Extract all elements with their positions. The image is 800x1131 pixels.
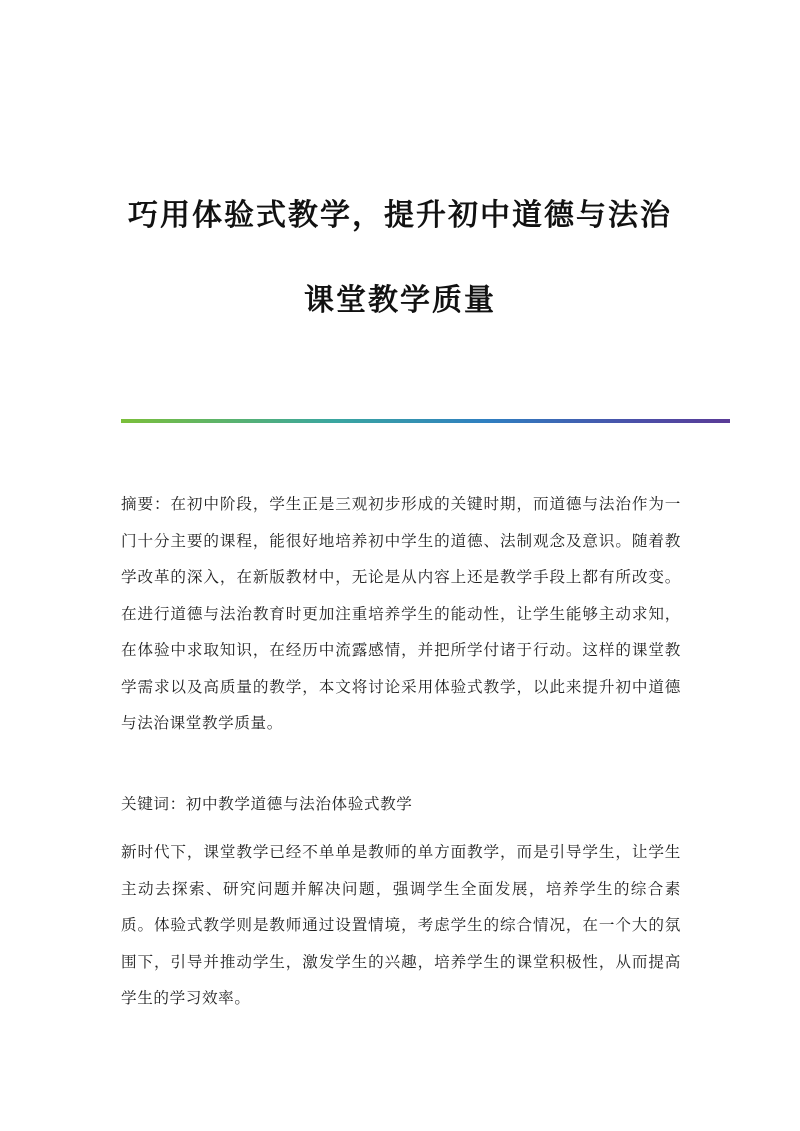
keywords-paragraph: 关键词：初中教学道德与法治体验式教学 <box>121 795 413 813</box>
gradient-divider <box>121 419 730 423</box>
page-title-line-1: 巧用体验式教学，提升初中道德与法治 <box>128 198 672 233</box>
page-title-line-2: 课堂教学质量 <box>304 283 496 318</box>
intro-paragraph: 新时代下，课堂教学已经不单单是教师的单方面教学，而是引导学生，让学生主动去探索、研究问题并解决问题，强调学生全面发展，培养学生的综合素质。体验式教学则是教师通过设置情境，考虑学生的综合情况，在一个大的氛围下，引导并推动学生，激发学生的兴趣，培养学生的课堂积极性，从而提高学生的学习效率。 <box>121 843 681 1007</box>
abstract-paragraph: 摘要：在初中阶段，学生正是三观初步形成的关键时期，而道德与法治作为一门十分主要的课程，能很好地培养初中学生的道德、法制观念及意识。随着教学改革的深入，在新版教材中，无论是从内容上还是教学手段上都有所改变。在进行道德与法治教育时更加注重培养学生的能动性，让学生能够主动求知，在体验中求取知识，在经历中流露感情，并把所学付诸于行动。这样的课堂教学需求以及高质量的教学，本文将讨论采用体验式教学，以此来提升初中道德与法治课堂教学质量。 <box>121 495 681 732</box>
